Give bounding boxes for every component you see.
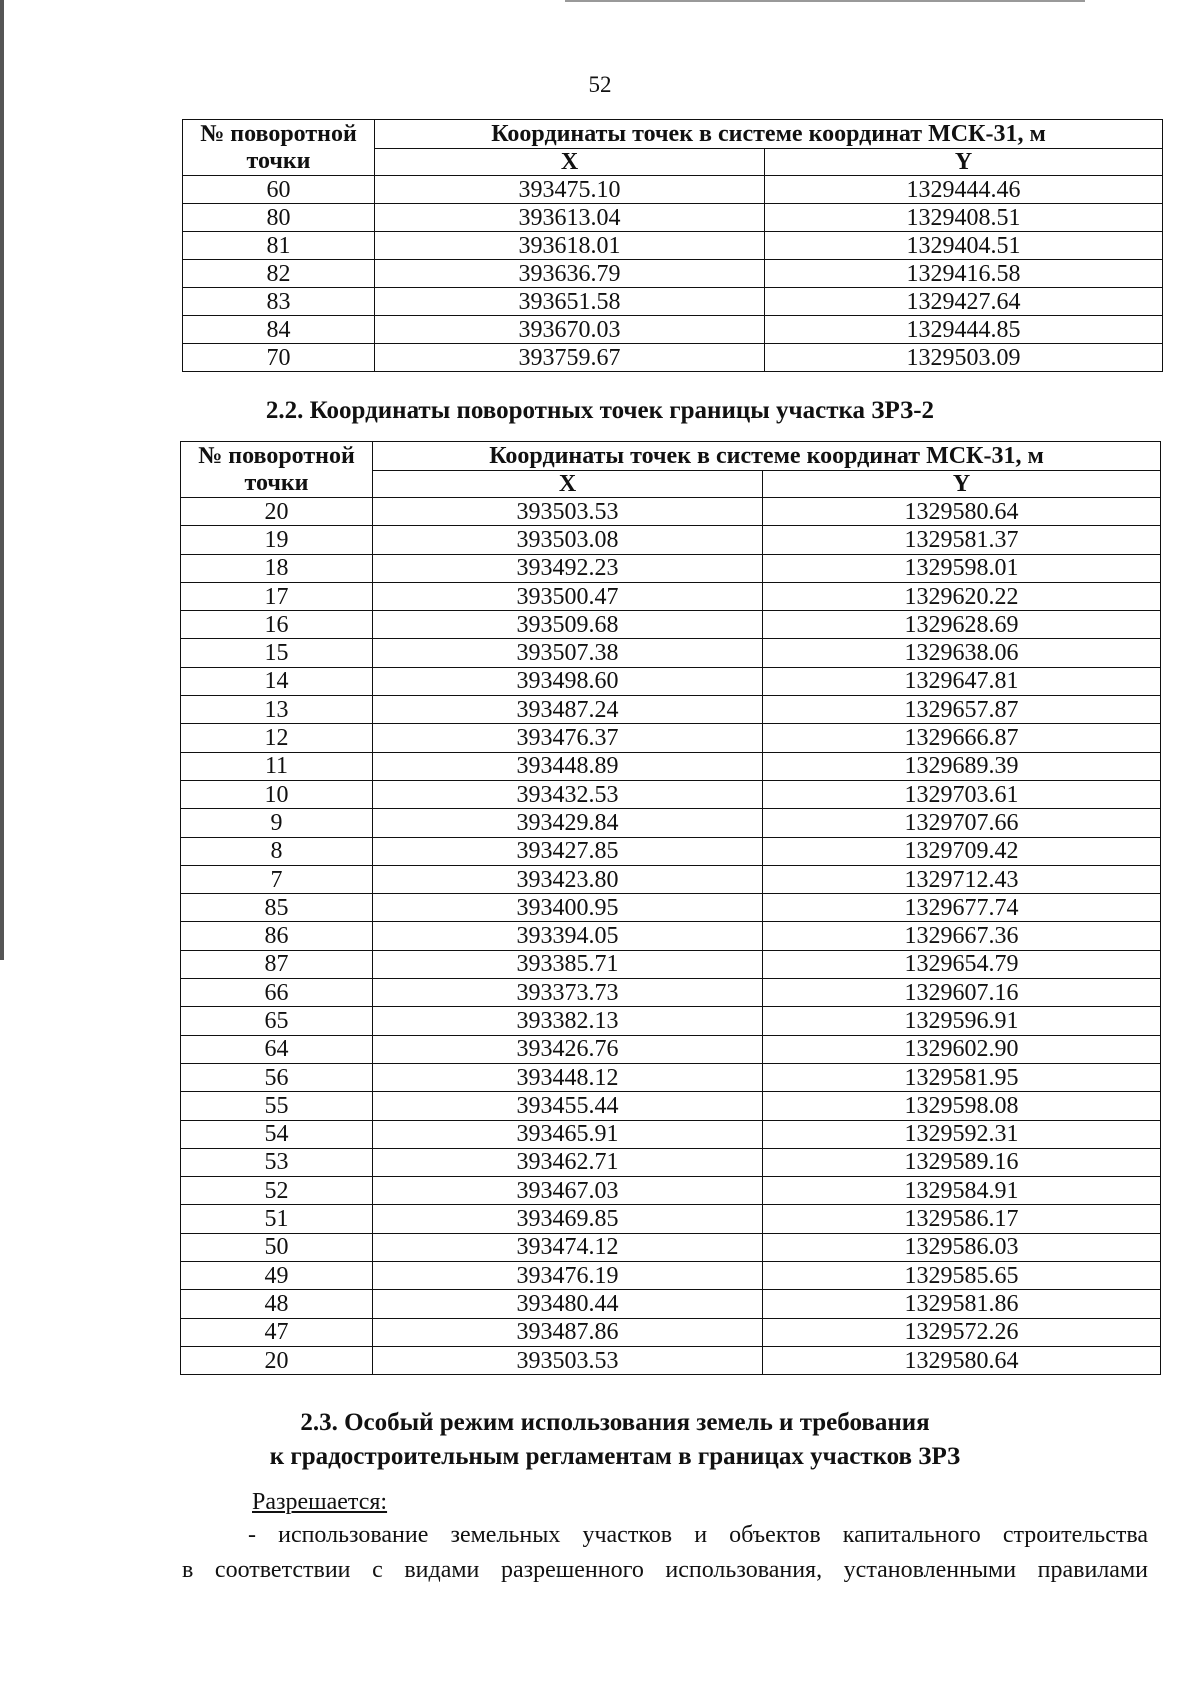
- point-number-cell: 47: [181, 1318, 373, 1346]
- table-row: [181, 809, 1161, 837]
- y-coordinate-cell: 1329657.87: [763, 696, 1161, 724]
- table-row: [183, 232, 1163, 260]
- table-row: [181, 1120, 1161, 1148]
- y-coordinate-cell: 1329596.91: [763, 1007, 1161, 1035]
- y-coordinate-cell: 1329408.51: [765, 204, 1163, 232]
- y-coordinate-cell: 1329572.26: [763, 1318, 1161, 1346]
- x-coordinate-cell: 393507.38: [373, 639, 763, 667]
- point-number-cell: 20: [181, 1346, 373, 1374]
- point-number-cell: 52: [181, 1177, 373, 1205]
- y-coordinate-cell: 1329607.16: [763, 979, 1161, 1007]
- header-y: Y: [763, 471, 1161, 498]
- table-row: [181, 1346, 1161, 1374]
- y-coordinate-cell: 1329581.37: [763, 526, 1161, 554]
- point-number-cell: 17: [181, 582, 373, 610]
- y-coordinate-cell: 1329654.79: [763, 950, 1161, 978]
- x-coordinate-cell: 393613.04: [375, 204, 765, 232]
- x-coordinate-cell: 393432.53: [373, 780, 763, 808]
- table-row: [181, 1148, 1161, 1176]
- table-row: [181, 724, 1161, 752]
- y-coordinate-cell: 1329427.64: [765, 288, 1163, 316]
- x-coordinate-cell: 393429.84: [373, 809, 763, 837]
- x-coordinate-cell: 393373.73: [373, 979, 763, 1007]
- y-coordinate-cell: 1329598.01: [763, 554, 1161, 582]
- point-number-cell: 20: [181, 498, 373, 526]
- y-coordinate-cell: 1329581.86: [763, 1290, 1161, 1318]
- table-row: [183, 316, 1163, 344]
- table-row: [181, 1290, 1161, 1318]
- table-row: [183, 176, 1163, 204]
- header-coordinates: Координаты точек в системе координат МСК-31, м: [375, 120, 1163, 149]
- y-coordinate-cell: 1329444.85: [765, 316, 1163, 344]
- point-number-cell: 81: [183, 232, 375, 260]
- y-coordinate-cell: 1329598.08: [763, 1092, 1161, 1120]
- table-row: [181, 639, 1161, 667]
- point-number-cell: 16: [181, 611, 373, 639]
- header-point-number: № поворотной точки: [183, 120, 375, 176]
- table-row: [181, 1233, 1161, 1261]
- x-coordinate-cell: 393448.89: [373, 752, 763, 780]
- point-number-cell: 18: [181, 554, 373, 582]
- y-coordinate-cell: 1329667.36: [763, 922, 1161, 950]
- x-coordinate-cell: 393462.71: [373, 1148, 763, 1176]
- point-number-cell: 84: [183, 316, 375, 344]
- table-row: [181, 1262, 1161, 1290]
- header-y: Y: [765, 149, 1163, 176]
- table-row: [181, 922, 1161, 950]
- point-number-cell: 87: [181, 950, 373, 978]
- table-row: [183, 260, 1163, 288]
- x-coordinate-cell: 393498.60: [373, 667, 763, 695]
- table-row: [181, 979, 1161, 1007]
- table-row: [181, 498, 1161, 526]
- point-number-cell: 86: [181, 922, 373, 950]
- coordinates-table-2: [180, 441, 1161, 1375]
- x-coordinate-cell: 393503.08: [373, 526, 763, 554]
- x-coordinate-cell: 393427.85: [373, 837, 763, 865]
- y-coordinate-cell: 1329586.17: [763, 1205, 1161, 1233]
- point-number-cell: 11: [181, 752, 373, 780]
- table-row: [181, 582, 1161, 610]
- paragraph-line-1: - использование земельных участков и объектов капитального строительства: [248, 1522, 1148, 1548]
- y-coordinate-cell: 1329584.91: [763, 1177, 1161, 1205]
- x-coordinate-cell: 393475.10: [375, 176, 765, 204]
- x-coordinate-cell: 393448.12: [373, 1063, 763, 1091]
- section-2-3-title-line-1: 2.3. Особый режим использования земель и требования: [300, 1409, 930, 1436]
- header-coordinates: Координаты точек в системе координат МСК-31, м: [373, 442, 1161, 471]
- x-coordinate-cell: 393469.85: [373, 1205, 763, 1233]
- x-coordinate-cell: 393394.05: [373, 922, 763, 950]
- table-row: [181, 950, 1161, 978]
- y-coordinate-cell: 1329703.61: [763, 780, 1161, 808]
- y-coordinate-cell: 1329580.64: [763, 1346, 1161, 1374]
- y-coordinate-cell: 1329444.46: [765, 176, 1163, 204]
- point-number-cell: 50: [181, 1233, 373, 1261]
- x-coordinate-cell: 393385.71: [373, 950, 763, 978]
- point-number-cell: 55: [181, 1092, 373, 1120]
- y-coordinate-cell: 1329620.22: [763, 582, 1161, 610]
- table-1-body: [183, 176, 1163, 372]
- point-number-cell: 15: [181, 639, 373, 667]
- x-coordinate-cell: 393487.86: [373, 1318, 763, 1346]
- x-coordinate-cell: 393476.19: [373, 1262, 763, 1290]
- x-coordinate-cell: 393487.24: [373, 696, 763, 724]
- y-coordinate-cell: 1329638.06: [763, 639, 1161, 667]
- point-number-cell: 70: [183, 344, 375, 372]
- point-number-cell: 53: [181, 1148, 373, 1176]
- point-number-cell: 12: [181, 724, 373, 752]
- x-coordinate-cell: 393400.95: [373, 894, 763, 922]
- table-row: [181, 1035, 1161, 1063]
- y-coordinate-cell: 1329592.31: [763, 1120, 1161, 1148]
- y-coordinate-cell: 1329503.09: [765, 344, 1163, 372]
- x-coordinate-cell: 393618.01: [375, 232, 765, 260]
- paragraph-line-2: в соответствии с видами разрешенного использования, установленными правилами: [182, 1557, 1148, 1583]
- point-number-cell: 60: [183, 176, 375, 204]
- point-number-cell: 64: [181, 1035, 373, 1063]
- table-row: [181, 1318, 1161, 1346]
- y-coordinate-cell: 1329585.65: [763, 1262, 1161, 1290]
- point-number-cell: 66: [181, 979, 373, 1007]
- y-coordinate-cell: 1329712.43: [763, 865, 1161, 893]
- y-coordinate-cell: 1329404.51: [765, 232, 1163, 260]
- table-2-body: [181, 498, 1161, 1375]
- coordinates-table-1: [182, 119, 1163, 372]
- table-row: [181, 554, 1161, 582]
- table-row: [181, 752, 1161, 780]
- point-number-cell: 56: [181, 1063, 373, 1091]
- x-coordinate-cell: 393465.91: [373, 1120, 763, 1148]
- y-coordinate-cell: 1329647.81: [763, 667, 1161, 695]
- point-number-cell: 14: [181, 667, 373, 695]
- y-coordinate-cell: 1329589.16: [763, 1148, 1161, 1176]
- x-coordinate-cell: 393474.12: [373, 1233, 763, 1261]
- header-x: X: [375, 149, 765, 176]
- scan-edge-mark: [0, 0, 4, 960]
- table-row: [181, 1063, 1161, 1091]
- table-row: [181, 1205, 1161, 1233]
- y-coordinate-cell: 1329707.66: [763, 809, 1161, 837]
- y-coordinate-cell: 1329666.87: [763, 724, 1161, 752]
- x-coordinate-cell: 393492.23: [373, 554, 763, 582]
- point-number-cell: 65: [181, 1007, 373, 1035]
- table-row: [181, 780, 1161, 808]
- table-row: [183, 288, 1163, 316]
- y-coordinate-cell: 1329689.39: [763, 752, 1161, 780]
- y-coordinate-cell: 1329580.64: [763, 498, 1161, 526]
- point-number-cell: 13: [181, 696, 373, 724]
- table-row: [181, 837, 1161, 865]
- x-coordinate-cell: 393426.76: [373, 1035, 763, 1063]
- point-number-cell: 54: [181, 1120, 373, 1148]
- x-coordinate-cell: 393636.79: [375, 260, 765, 288]
- table-row: [181, 696, 1161, 724]
- y-coordinate-cell: 1329416.58: [765, 260, 1163, 288]
- x-coordinate-cell: 393467.03: [373, 1177, 763, 1205]
- x-coordinate-cell: 393382.13: [373, 1007, 763, 1035]
- y-coordinate-cell: 1329709.42: [763, 837, 1161, 865]
- point-number-cell: 9: [181, 809, 373, 837]
- table-row: [183, 344, 1163, 372]
- page-number: 52: [588, 72, 612, 97]
- table-row: [181, 894, 1161, 922]
- x-coordinate-cell: 393651.58: [375, 288, 765, 316]
- x-coordinate-cell: 393476.37: [373, 724, 763, 752]
- section-2-3-title-line-2: к градостроительным регламентам в границах участков ЗРЗ: [269, 1443, 961, 1470]
- point-number-cell: 82: [183, 260, 375, 288]
- table-row: [181, 611, 1161, 639]
- x-coordinate-cell: 393455.44: [373, 1092, 763, 1120]
- header-point-number: № поворотной точки: [181, 442, 373, 498]
- header-x: X: [373, 471, 763, 498]
- x-coordinate-cell: 393670.03: [375, 316, 765, 344]
- point-number-cell: 83: [183, 288, 375, 316]
- point-number-cell: 51: [181, 1205, 373, 1233]
- table-row: [181, 1177, 1161, 1205]
- x-coordinate-cell: 393509.68: [373, 611, 763, 639]
- table-row: [181, 667, 1161, 695]
- table-row: [181, 526, 1161, 554]
- point-number-cell: 8: [181, 837, 373, 865]
- point-number-cell: 7: [181, 865, 373, 893]
- point-number-cell: 49: [181, 1262, 373, 1290]
- point-number-cell: 85: [181, 894, 373, 922]
- table-row: [181, 1092, 1161, 1120]
- point-number-cell: 48: [181, 1290, 373, 1318]
- allowed-label: Разрешается:: [252, 1489, 388, 1515]
- x-coordinate-cell: 393503.53: [373, 1346, 763, 1374]
- point-number-cell: 19: [181, 526, 373, 554]
- y-coordinate-cell: 1329602.90: [763, 1035, 1161, 1063]
- point-number-cell: 10: [181, 780, 373, 808]
- y-coordinate-cell: 1329586.03: [763, 1233, 1161, 1261]
- table-row: [181, 865, 1161, 893]
- point-number-cell: 80: [183, 204, 375, 232]
- x-coordinate-cell: 393759.67: [375, 344, 765, 372]
- section-2-2-title: 2.2. Координаты поворотных точек границы участка ЗРЗ-2: [265, 397, 935, 424]
- y-coordinate-cell: 1329628.69: [763, 611, 1161, 639]
- x-coordinate-cell: 393423.80: [373, 865, 763, 893]
- x-coordinate-cell: 393500.47: [373, 582, 763, 610]
- x-coordinate-cell: 393480.44: [373, 1290, 763, 1318]
- table-row: [181, 1007, 1161, 1035]
- x-coordinate-cell: 393503.53: [373, 498, 763, 526]
- y-coordinate-cell: 1329677.74: [763, 894, 1161, 922]
- table-row: [183, 204, 1163, 232]
- top-rule: [565, 0, 1085, 2]
- y-coordinate-cell: 1329581.95: [763, 1063, 1161, 1091]
